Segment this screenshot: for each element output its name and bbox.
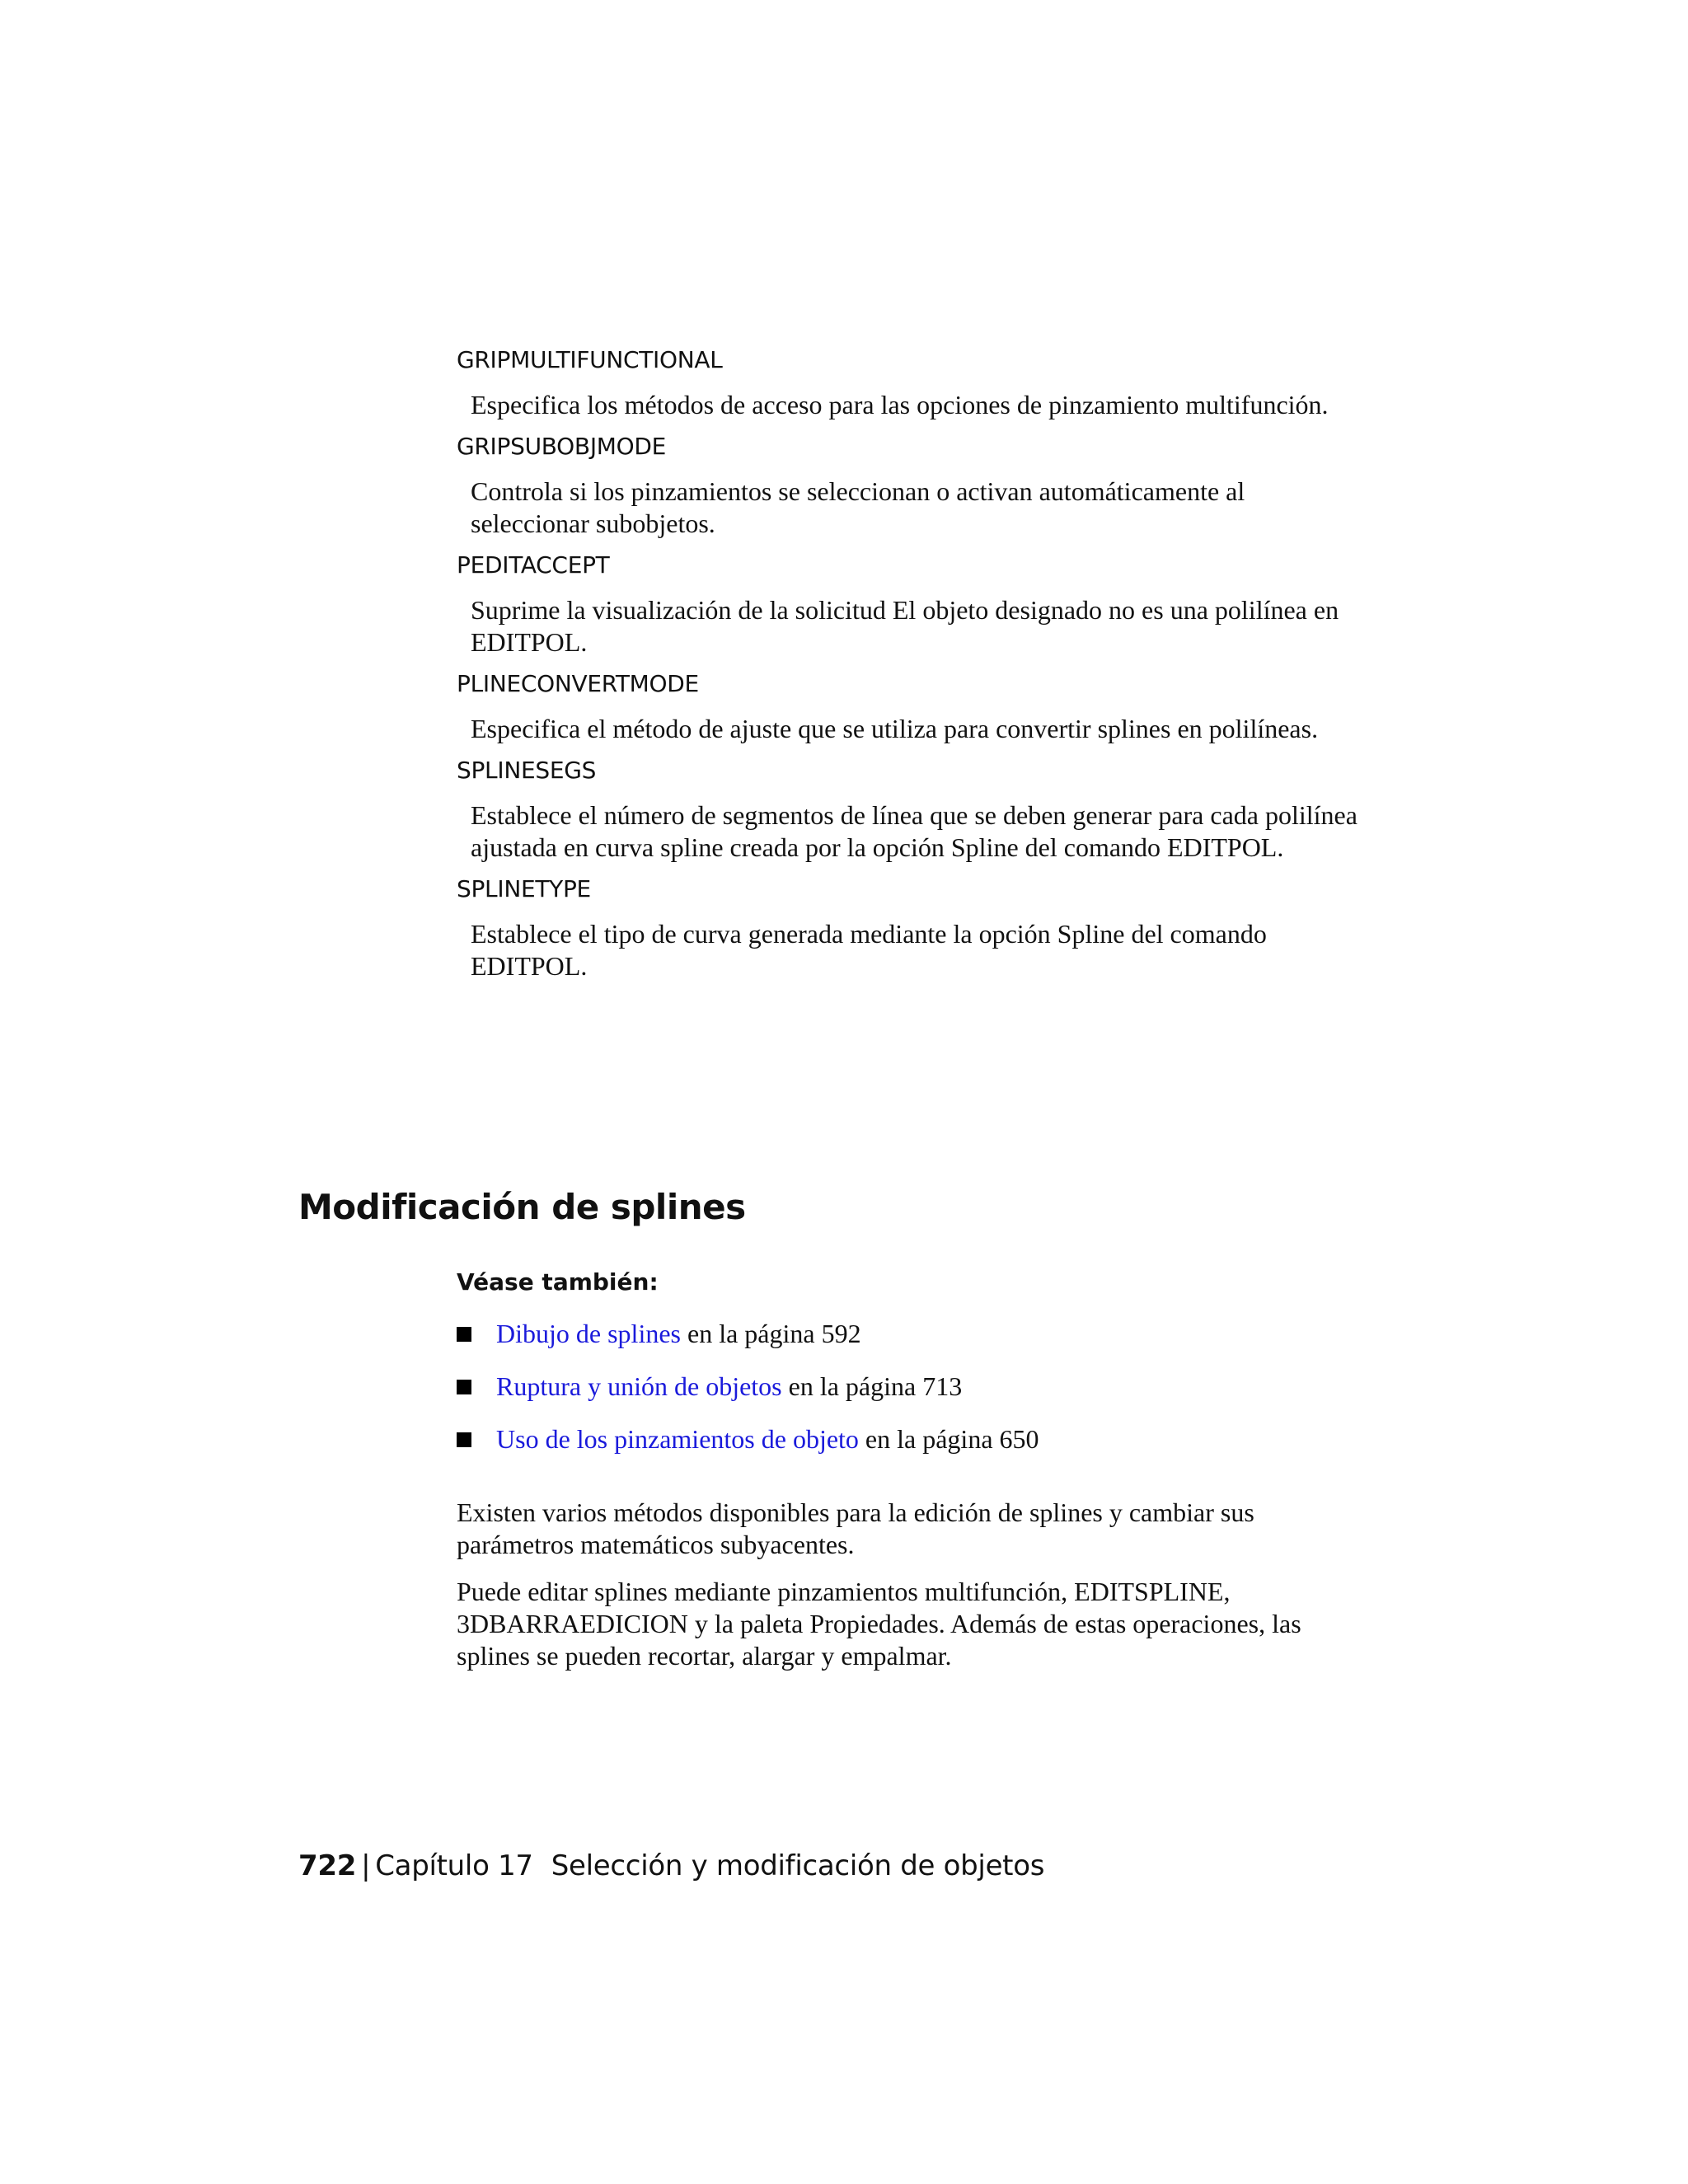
see-also-item — [457, 1317, 1396, 1350]
variable-description: Establece el tipo de curva generada mediante la opción Spline del comando EDITPOL. — [471, 919, 1267, 981]
section-heading: Modificación de splines — [298, 1187, 746, 1227]
square-bullet-icon — [457, 1432, 471, 1447]
chapter-title: Selección y modificación de objetos — [551, 1849, 1045, 1882]
link-ruptura-y-union[interactable]: Ruptura y unión de objetos — [496, 1371, 782, 1401]
variable-description: Suprime la visualización de la solicitud El objeto designado no es una polilínea en EDITPOL. — [471, 595, 1339, 657]
variable-name: SPLINETYPE — [457, 875, 591, 902]
chapter-label: Capítulo 17 — [375, 1849, 533, 1882]
variable-entry — [457, 550, 1396, 658]
body-paragraph: Puede editar splines mediante pinzamientos multifunción, EDITSPLINE, 3DBARRAEDICION y la paleta Propiedades. Además de estas operaciones, las splines se pueden recortar, alargar y empalmar. — [457, 1577, 1301, 1671]
variable-name: GRIPSUBOBJMODE — [457, 433, 667, 460]
body-paragraph: Existen varios métodos disponibles para la edición de splines y cambiar sus parámetros matemáticos subyacentes. — [457, 1497, 1254, 1559]
section-body — [457, 1497, 1396, 1687]
variable-entry — [457, 874, 1396, 982]
variable-entry — [457, 668, 1396, 745]
square-bullet-icon — [457, 1327, 471, 1342]
page-footer — [298, 1846, 1044, 1886]
variable-description: Especifica los métodos de acceso para las opciones de pinzamiento multifunción. — [471, 390, 1329, 419]
system-variables-list — [457, 344, 1396, 992]
variable-entry — [457, 344, 1396, 421]
page-reference: en la página 713 — [781, 1371, 963, 1401]
variable-entry — [457, 431, 1396, 540]
see-also-item — [457, 1422, 1396, 1455]
footer-separator: | — [361, 1849, 371, 1882]
see-also-item — [457, 1370, 1396, 1403]
variable-entry — [457, 755, 1396, 864]
variable-description: Controla si los pinzamientos se seleccionan o activan automáticamente al seleccionar subobjetos. — [471, 476, 1245, 538]
variable-name: SPLINESEGS — [457, 757, 597, 784]
variable-name: PEDITACCEPT — [457, 551, 610, 579]
see-also-block — [457, 1266, 1396, 1475]
square-bullet-icon — [457, 1380, 471, 1394]
variable-name: PLINECONVERTMODE — [457, 670, 699, 697]
page-reference: en la página 592 — [680, 1319, 861, 1348]
page-number: 722 — [298, 1849, 357, 1882]
link-uso-de-pinzamientos[interactable]: Uso de los pinzamientos de objeto — [496, 1424, 859, 1454]
link-dibujo-de-splines[interactable]: Dibujo de splines — [496, 1319, 681, 1348]
variable-name: GRIPMULTIFUNCTIONAL — [457, 346, 723, 373]
page-reference: en la página 650 — [858, 1424, 1039, 1454]
variable-description: Establece el número de segmentos de línea que se deben generar para cada polilínea ajustada en curva spline creada por la opción Spline del comando EDITPOL. — [471, 800, 1357, 862]
variable-description: Especifica el método de ajuste que se utiliza para convertir splines en polilíneas. — [471, 714, 1319, 743]
see-also-label: Véase también: — [457, 1268, 659, 1296]
